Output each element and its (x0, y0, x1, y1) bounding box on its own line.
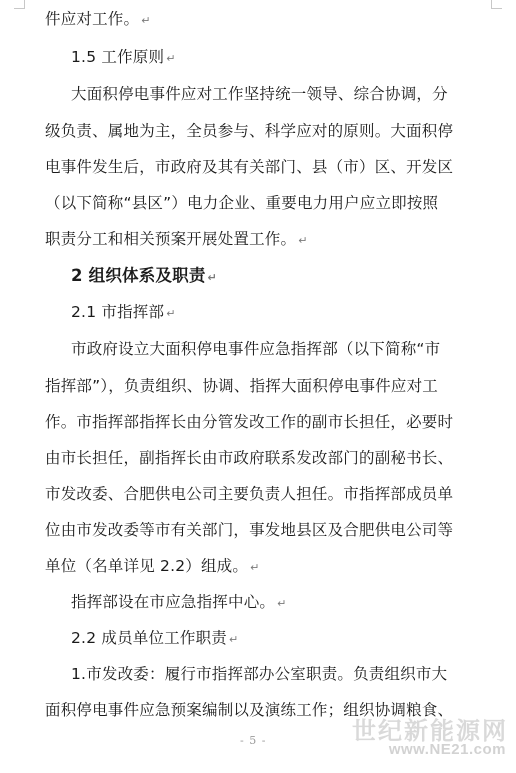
section-heading-2: 2 组织体系及职责 ↵ (71, 266, 217, 285)
paragraph-mark-icon: ↵ (228, 633, 239, 646)
section-heading-2-1: 2.1 市指挥部 ↵ (71, 303, 176, 321)
page-number: - 5 - (240, 734, 267, 747)
paragraph-mark-icon: ↵ (207, 271, 217, 284)
body-line: 市发改委、合肥供电公司主要负责人担任。市指挥部成员单 (45, 485, 454, 503)
body-line: （以下简称“县区”）电力企业、重要电力用户应立即按照 (45, 194, 439, 212)
body-line: 1.市发改委：履行市指挥部办公室职责。负责组织市大 (71, 665, 448, 683)
body-line: 指挥部”），负责组织、协调、指挥大面积停电事件应对工 (45, 377, 438, 395)
paragraph-mark-icon: ↵ (298, 234, 308, 247)
watermark-logo (332, 711, 508, 763)
body-line: 大面积停电事件应对工作坚持统一领导、综合协调，分 (71, 85, 448, 103)
watermark-url: www.NE21.com (388, 741, 506, 758)
body-line: 市政府设立大面积停电事件应急指挥部（以下简称“市 (71, 340, 441, 358)
watermark-title: 世纪新能源网 (352, 717, 508, 745)
paragraph-mark-icon: ↵ (166, 52, 176, 65)
body-line: 件应对工作。 ↵ (45, 10, 151, 28)
body-line: 作。市指挥部指挥长由分管发改工作的副市长担任，必要时 (45, 413, 454, 431)
body-line: 单位（名单详见 2.2）组成。 ↵ (45, 557, 260, 575)
paragraph-mark-icon: ↵ (250, 561, 260, 574)
body-line: 职责分工和相关预案开展处置工作。 ↵ (45, 230, 308, 248)
paragraph-mark-icon: ↵ (277, 597, 287, 610)
body-line: 电事件发生后，市政府及其有关部门、县（市）区、开发区 (45, 158, 454, 176)
margin-corner-mark-left (14, 0, 25, 9)
margin-corner-mark-right (491, 0, 502, 9)
body-line: 位由市发改委等市有关部门，事发地县区及合肥供电公司等 (45, 521, 454, 539)
section-heading-1-5: 1.5 工作原则 ↵ (71, 48, 176, 66)
body-line: 由市长担任，副指挥长由市政府联系发改部门的副秘书长、 (45, 449, 454, 467)
body-line: 面积停电事件应急预案编制以及演练工作；组织协调粮食、 (45, 701, 454, 719)
body-line: 级负责、属地为主，全员参与、科学应对的原则。大面积停 (45, 122, 454, 140)
section-heading-2-2: 2.2 成员单位工作职责 ↵ (71, 629, 239, 647)
body-line: 指挥部设在市应急指挥中心。 ↵ (71, 593, 287, 611)
paragraph-mark-icon: ↵ (166, 307, 176, 320)
paragraph-mark-icon: ↵ (141, 14, 151, 27)
